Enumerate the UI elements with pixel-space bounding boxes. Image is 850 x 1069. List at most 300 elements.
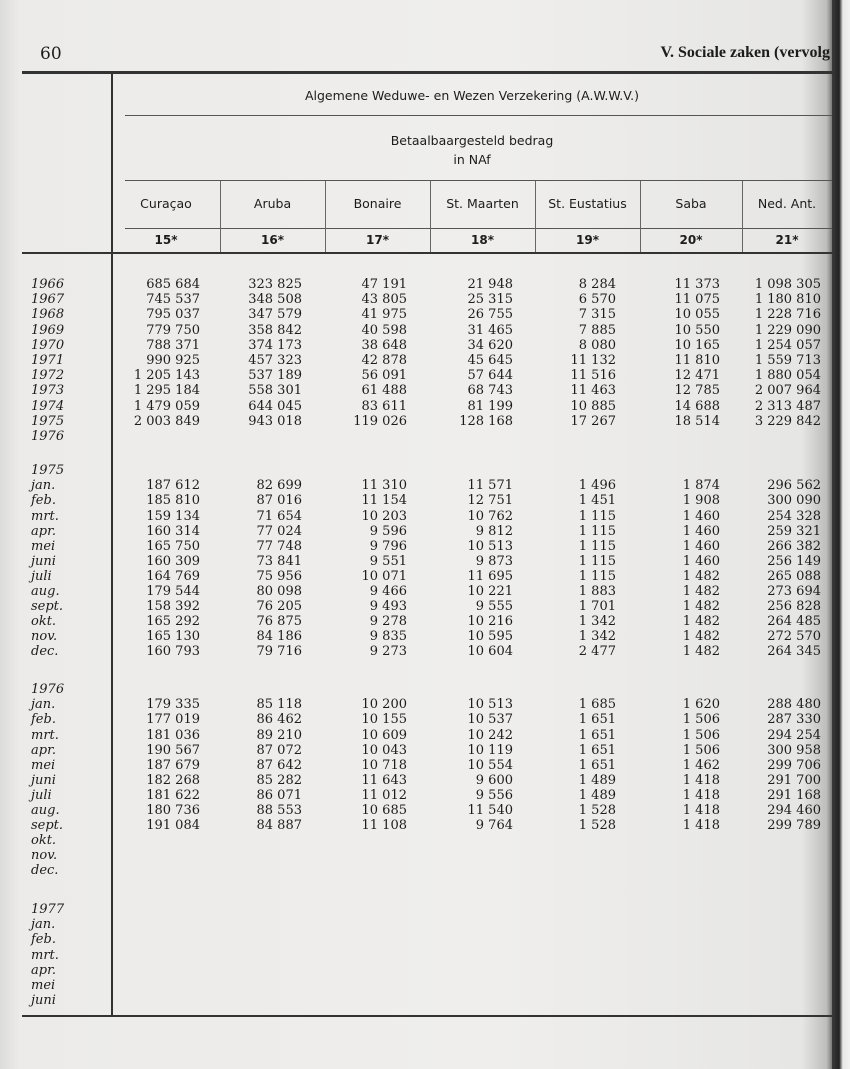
table-row (0, 993, 835, 1008)
cell-value: 347 579 (248, 307, 302, 322)
cell-value: 795 037 (146, 307, 200, 322)
cell-value: 7 885 (578, 323, 616, 338)
cell-value: 187 679 (146, 758, 200, 773)
row-label: juni (31, 773, 56, 788)
cell-value: 31 465 (467, 323, 513, 338)
cell-value: 1 460 (682, 524, 720, 539)
table-row (0, 614, 835, 629)
cell-value: 990 925 (146, 353, 200, 368)
cell-value: 128 168 (459, 414, 513, 429)
cell-value: 1 418 (682, 803, 720, 818)
row-label: juni (31, 554, 56, 569)
cell-value: 9 812 (475, 524, 513, 539)
cell-value: 358 842 (248, 323, 302, 338)
cell-value: 10 200 (361, 697, 407, 712)
cell-value: 26 755 (467, 307, 513, 322)
cell-value: 1 254 057 (754, 338, 821, 353)
cell-value: 1 880 054 (754, 368, 821, 383)
cell-value: 57 644 (467, 368, 513, 383)
cell-value: 9 873 (475, 554, 513, 569)
cell-value: 164 769 (146, 569, 200, 584)
year-label: 1976 (31, 682, 65, 697)
cell-value: 2 007 964 (754, 383, 821, 398)
column-number: 16* (261, 233, 284, 247)
cell-value: 294 460 (767, 803, 821, 818)
table-row (0, 803, 835, 818)
column-number: 17* (366, 233, 389, 247)
cell-value: 558 301 (248, 383, 302, 398)
cell-value: 159 134 (146, 509, 200, 524)
cell-value: 10 685 (361, 803, 407, 818)
row-label: jan. (31, 478, 56, 493)
cell-value: 2 477 (578, 644, 616, 659)
cell-value: 1 342 (578, 629, 616, 644)
cell-value: 11 373 (674, 277, 720, 292)
cell-value: 10 595 (467, 629, 513, 644)
row-label: sept. (31, 599, 64, 614)
cell-value: 1 651 (578, 743, 616, 758)
row-label: mei (31, 978, 56, 993)
table-row (0, 932, 835, 947)
row-label: feb. (31, 932, 56, 947)
cell-value: 299 789 (767, 818, 821, 833)
cell-value: 9 551 (369, 554, 407, 569)
cell-value: 264 345 (767, 644, 821, 659)
cell-value: 256 149 (767, 554, 821, 569)
cell-value: 38 648 (361, 338, 407, 353)
cell-value: 287 330 (767, 712, 821, 727)
cell-value: 83 611 (361, 399, 407, 414)
column-header: Curaçao (140, 196, 192, 211)
cell-value: 9 555 (475, 599, 513, 614)
cell-value: 11 132 (570, 353, 616, 368)
row-label: 1972 (31, 368, 65, 383)
table-row (0, 917, 835, 932)
cell-value: 9 596 (369, 524, 407, 539)
column-divider (742, 181, 743, 252)
cell-value: 2 003 849 (133, 414, 200, 429)
cell-value: 45 645 (467, 353, 513, 368)
column-divider (535, 181, 536, 252)
table-row (0, 509, 835, 524)
cell-value: 1 506 (682, 728, 720, 743)
table-subtitle-line1: Betaalbaargesteld bedrag (390, 133, 554, 148)
cell-value: 85 282 (256, 773, 302, 788)
table-row (0, 493, 835, 508)
cell-value: 89 210 (256, 728, 302, 743)
cell-value: 9 600 (475, 773, 513, 788)
cell-value: 3 229 842 (754, 414, 821, 429)
row-label: 1973 (31, 383, 65, 398)
cell-value: 299 706 (767, 758, 821, 773)
cell-value: 34 620 (467, 338, 513, 353)
cell-value: 348 508 (248, 292, 302, 307)
cell-value: 259 321 (767, 524, 821, 539)
cell-value: 256 828 (767, 599, 821, 614)
cell-value: 9 835 (369, 629, 407, 644)
cell-value: 10 513 (467, 697, 513, 712)
cell-value: 17 267 (570, 414, 616, 429)
cell-value: 61 488 (361, 383, 407, 398)
cell-value: 181 622 (146, 788, 200, 803)
column-number: 18* (471, 233, 494, 247)
cell-value: 1 489 (578, 773, 616, 788)
column-header: Ned. Ant. (757, 196, 817, 211)
cell-value: 1 451 (578, 493, 616, 508)
cell-value: 272 570 (767, 629, 821, 644)
table-row (0, 978, 835, 993)
subtitle-rule (125, 180, 832, 181)
cell-value: 1 482 (682, 629, 720, 644)
table-row (0, 712, 835, 727)
year-label: 1977 (31, 902, 65, 917)
year-group-heading (0, 463, 835, 478)
cell-value: 1 479 059 (133, 399, 200, 414)
row-label: juni (31, 993, 56, 1008)
cell-value: 77 748 (256, 539, 302, 554)
cell-value: 6 570 (578, 292, 616, 307)
cell-value: 76 205 (256, 599, 302, 614)
cell-value: 1 342 (578, 614, 616, 629)
cell-value: 644 045 (248, 399, 302, 414)
row-label: jan. (31, 917, 56, 932)
cell-value: 11 463 (570, 383, 616, 398)
cell-value: 77 024 (256, 524, 302, 539)
cell-value: 1 418 (682, 773, 720, 788)
cell-value: 190 567 (146, 743, 200, 758)
cell-value: 745 537 (146, 292, 200, 307)
table-row (0, 353, 835, 368)
cell-value: 87 016 (256, 493, 302, 508)
table-row (0, 818, 835, 833)
table-row (0, 478, 835, 493)
cell-value: 8 284 (578, 277, 616, 292)
cell-value: 296 562 (767, 478, 821, 493)
cell-value: 84 887 (256, 818, 302, 833)
row-label: okt. (31, 833, 57, 848)
cell-value: 779 750 (146, 323, 200, 338)
row-label: 1967 (31, 292, 65, 307)
cell-value: 1 482 (682, 599, 720, 614)
table-row (0, 383, 835, 398)
cell-value: 185 810 (146, 493, 200, 508)
cell-value: 1 496 (578, 478, 616, 493)
row-label: okt. (31, 614, 57, 629)
cell-value: 11 075 (674, 292, 720, 307)
cell-value: 10 762 (467, 509, 513, 524)
cell-value: 685 684 (146, 277, 200, 292)
cell-value: 11 108 (361, 818, 407, 833)
cell-value: 11 571 (467, 478, 513, 493)
column-number: 15* (154, 233, 178, 247)
cell-value: 11 540 (467, 803, 513, 818)
cell-value: 1 115 (578, 509, 616, 524)
cell-value: 71 654 (256, 509, 302, 524)
cell-value: 165 130 (146, 629, 200, 644)
cell-value: 88 553 (256, 803, 302, 818)
cell-value: 9 273 (369, 644, 407, 659)
column-divider (220, 181, 221, 252)
cell-value: 1 205 143 (133, 368, 200, 383)
row-label: apr. (31, 743, 56, 758)
table-row (0, 963, 835, 978)
cell-value: 180 736 (146, 803, 200, 818)
table-row (0, 554, 835, 569)
column-number: 19* (576, 233, 599, 247)
bottom-rule (22, 1015, 834, 1017)
cell-value: 10 554 (467, 758, 513, 773)
cell-value: 75 956 (256, 569, 302, 584)
top-rule (22, 71, 834, 74)
cell-value: 10 071 (361, 569, 407, 584)
cell-value: 1 418 (682, 818, 720, 833)
cell-value: 119 026 (353, 414, 407, 429)
table-row (0, 697, 835, 712)
cell-value: 1 651 (578, 712, 616, 727)
cell-value: 1 701 (578, 599, 616, 614)
cell-value: 87 642 (256, 758, 302, 773)
column-header: Aruba (253, 196, 292, 211)
year-group-heading (0, 682, 835, 697)
table-row (0, 644, 835, 659)
cell-value: 1 180 810 (754, 292, 821, 307)
cell-value: 9 764 (475, 818, 513, 833)
row-label: juli (31, 569, 52, 584)
cell-value: 1 482 (682, 644, 720, 659)
row-label: nov. (31, 629, 58, 644)
cell-value: 1 098 305 (754, 277, 821, 292)
cell-value: 165 750 (146, 539, 200, 554)
cell-value: 187 612 (146, 478, 200, 493)
cell-value: 160 314 (146, 524, 200, 539)
row-label: aug. (31, 584, 60, 599)
cell-value: 10 550 (674, 323, 720, 338)
row-label: mrt. (31, 509, 59, 524)
row-label: 1968 (31, 307, 65, 322)
cell-value: 1 528 (578, 818, 616, 833)
cell-value: 84 186 (256, 629, 302, 644)
cell-value: 182 268 (146, 773, 200, 788)
cell-value: 25 315 (467, 292, 513, 307)
cell-value: 1 874 (682, 478, 720, 493)
cell-value: 266 382 (767, 539, 821, 554)
cell-value: 47 191 (361, 277, 407, 292)
cell-value: 9 556 (475, 788, 513, 803)
table-row (0, 743, 835, 758)
header-bottom-rule (22, 252, 834, 254)
cell-value: 1 115 (578, 569, 616, 584)
cell-value: 537 189 (248, 368, 302, 383)
cell-value: 10 119 (467, 743, 513, 758)
row-label: 1974 (31, 399, 65, 414)
row-label: dec. (31, 863, 59, 878)
cell-value: 41 975 (361, 307, 407, 322)
cell-value: 85 118 (256, 697, 302, 712)
cell-value: 1 528 (578, 803, 616, 818)
cell-value: 1 482 (682, 569, 720, 584)
cell-value: 158 392 (146, 599, 200, 614)
cell-value: 12 471 (674, 368, 720, 383)
table-row (0, 948, 835, 963)
cell-value: 1 620 (682, 697, 720, 712)
cell-value: 1 506 (682, 712, 720, 727)
column-divider (640, 181, 641, 252)
cell-value: 10 203 (361, 509, 407, 524)
cell-value: 1 460 (682, 539, 720, 554)
cell-value: 179 335 (146, 697, 200, 712)
cell-value: 9 493 (369, 599, 407, 614)
cell-value: 11 810 (674, 353, 720, 368)
cell-value: 265 088 (767, 569, 821, 584)
cell-value: 10 537 (467, 712, 513, 727)
cell-value: 323 825 (248, 277, 302, 292)
cell-value: 291 700 (767, 773, 821, 788)
row-label: 1971 (31, 353, 65, 368)
cell-value: 1 908 (682, 493, 720, 508)
column-divider (430, 181, 431, 252)
cell-value: 10 609 (361, 728, 407, 743)
row-label: aug. (31, 803, 60, 818)
title-rule (125, 115, 832, 116)
table-row (0, 569, 835, 584)
row-label: mei (31, 758, 56, 773)
cell-value: 1 685 (578, 697, 616, 712)
column-number: 20* (679, 233, 703, 247)
cell-value: 40 598 (361, 323, 407, 338)
column-header: Bonaire (353, 196, 402, 211)
cell-value: 86 071 (256, 788, 302, 803)
cell-value: 73 841 (256, 554, 302, 569)
cell-value: 294 254 (767, 728, 821, 743)
table-row (0, 368, 835, 383)
cell-value: 1 462 (682, 758, 720, 773)
cell-value: 2 313 487 (754, 399, 821, 414)
cell-value: 264 485 (767, 614, 821, 629)
row-label: mrt. (31, 728, 59, 743)
cell-value: 11 643 (361, 773, 407, 788)
row-label: feb. (31, 493, 56, 508)
table-row (0, 414, 835, 429)
column-header-rule (125, 228, 832, 229)
table-row (0, 429, 835, 444)
cell-value: 160 793 (146, 644, 200, 659)
cell-value: 1 418 (682, 788, 720, 803)
cell-value: 79 716 (256, 644, 302, 659)
table-subtitle-line2: in NAf (453, 152, 491, 167)
table-row (0, 524, 835, 539)
cell-value: 76 875 (256, 614, 302, 629)
row-label: juli (31, 788, 52, 803)
cell-value: 21 948 (467, 277, 513, 292)
cell-value: 181 036 (146, 728, 200, 743)
cell-value: 10 216 (467, 614, 513, 629)
row-label: sept. (31, 818, 64, 833)
cell-value: 11 310 (361, 478, 407, 493)
row-label: mrt. (31, 948, 59, 963)
cell-value: 1 883 (578, 584, 616, 599)
cell-value: 10 155 (361, 712, 407, 727)
cell-value: 291 168 (767, 788, 821, 803)
cell-value: 10 242 (467, 728, 513, 743)
cell-value: 1 559 713 (754, 353, 821, 368)
year-label: 1975 (31, 463, 65, 478)
table-row (0, 599, 835, 614)
table-title: Algemene Weduwe- en Wezen Verzekering (A.W.W.V.) (304, 88, 640, 103)
column-header: Saba (675, 196, 707, 211)
row-label: 1969 (31, 323, 65, 338)
cell-value: 1 460 (682, 554, 720, 569)
cell-value: 288 480 (767, 697, 821, 712)
cell-value: 10 604 (467, 644, 513, 659)
column-divider (325, 181, 326, 252)
cell-value: 80 098 (256, 584, 302, 599)
cell-value: 11 154 (361, 493, 407, 508)
cell-value: 10 513 (467, 539, 513, 554)
row-label: mei (31, 539, 56, 554)
cell-value: 42 878 (361, 353, 407, 368)
table-row (0, 399, 835, 414)
cell-value: 10 055 (674, 307, 720, 322)
table-row (0, 584, 835, 599)
table-row (0, 277, 835, 292)
cell-value: 11 516 (570, 368, 616, 383)
row-label: 1970 (31, 338, 65, 353)
cell-value: 177 019 (146, 712, 200, 727)
cell-value: 179 544 (146, 584, 200, 599)
row-label: 1975 (31, 414, 65, 429)
cell-value: 191 084 (146, 818, 200, 833)
column-header: St. Maarten (446, 196, 519, 211)
cell-value: 68 743 (467, 383, 513, 398)
page-number: 60 (40, 44, 62, 64)
row-label: jan. (31, 697, 56, 712)
running-head: V. Sociale zaken (vervolg (660, 44, 830, 61)
cell-value: 457 323 (248, 353, 302, 368)
cell-value: 1 651 (578, 758, 616, 773)
cell-value: 11 012 (361, 788, 407, 803)
table-row (0, 728, 835, 743)
cell-value: 87 072 (256, 743, 302, 758)
cell-value: 56 091 (361, 368, 407, 383)
cell-value: 10 221 (467, 584, 513, 599)
cell-value: 1 115 (578, 524, 616, 539)
cell-value: 86 462 (256, 712, 302, 727)
row-label: apr. (31, 963, 56, 978)
column-number: 21* (775, 233, 799, 247)
cell-value: 9 278 (369, 614, 407, 629)
table-row (0, 848, 835, 863)
cell-value: 254 328 (767, 509, 821, 524)
cell-value: 9 796 (369, 539, 407, 554)
cell-value: 10 043 (361, 743, 407, 758)
cell-value: 9 466 (369, 584, 407, 599)
cell-value: 1 482 (682, 584, 720, 599)
cell-value: 82 699 (256, 478, 302, 493)
table-row (0, 773, 835, 788)
cell-value: 1 460 (682, 509, 720, 524)
cell-value: 10 885 (570, 399, 616, 414)
cell-value: 374 173 (248, 338, 302, 353)
cell-value: 1 295 184 (133, 383, 200, 398)
table-row (0, 758, 835, 773)
cell-value: 1 229 090 (754, 323, 821, 338)
row-label: feb. (31, 712, 56, 727)
cell-value: 160 309 (146, 554, 200, 569)
table-row (0, 307, 835, 322)
row-label: 1976 (31, 429, 65, 444)
cell-value: 81 199 (467, 399, 513, 414)
cell-value: 1 482 (682, 614, 720, 629)
